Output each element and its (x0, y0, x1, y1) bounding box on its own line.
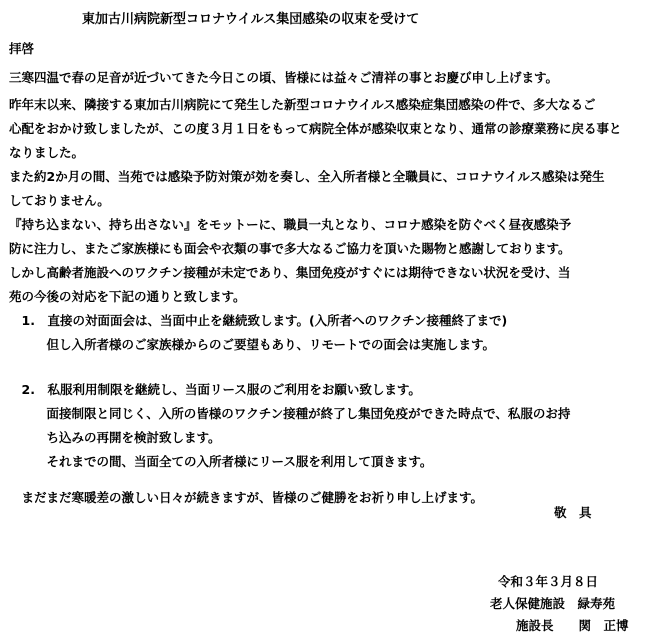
document-title: 東加古川病院新型コロナウイルス集団感染の収束を受けて (82, 12, 420, 27)
item-2-line-4: それまでの間、当面全ての入所者様にリース服を利用して頂きます。 (9, 454, 433, 469)
facility-name: 老人保健施設 緑寿苑 (490, 596, 616, 611)
body-line-4: なりました。 (9, 145, 85, 160)
item-2-line-3: ち込みの再開を検討致します。 (9, 430, 221, 445)
body-line-5: また約2か月の間、当苑では感染予防対策が効を奏し、全入所者様と全職員に、コロナウイルス感染は発生 (9, 169, 605, 184)
body-line-1: 三寒四温で春の足音が近づいてきた今日この頃、皆様には益々ご清祥の事とお慶び申し上げます。 (9, 70, 559, 85)
item-2-line-2: 面接制限と同じく、入所の皆様のワクチン接種が終了し集団免疫ができた時点で、私服のお持 (9, 406, 571, 421)
body-line-9: しかし高齢者施設へのワクチン接種が未定であり、集団免疫がすぐには期待できない状況を受け、当 (9, 265, 571, 280)
item-2-line-1: 2. 私服利用制限を継続し、当面リース服のご利用をお願い致します。 (9, 382, 421, 397)
closing-line: まだまだ寒暖差の激しい日々が続きますが、皆様のご健勝をお祈り申し上げます。 (9, 490, 484, 505)
signer-name: 施設長 関 正博 (516, 618, 629, 633)
item-1-line-1: 1. 直接の対面面会は、当面中止を継続致します。(入所者へのワクチン接種終了まで) (9, 313, 508, 328)
date: 令和３年３月８日 (498, 574, 599, 589)
body-line-10: 苑の今後の対応を下記の通りと致します。 (9, 289, 246, 304)
body-line-7: 『持ち込まない、持ち出さない』をモットーに、職員一丸となり、コロナ感染を防ぐべく昼夜感染予 (9, 217, 572, 232)
body-line-6: しておりません。 (9, 193, 110, 208)
body-line-8: 防に注力し、またご家族様にも面会や衣類の事で多大なるご協力を頂いた賜物と感謝しております。 (9, 241, 571, 256)
keigu: 敬 具 (554, 505, 592, 520)
item-1-line-2: 但し入所者様のご家族様からのご要望もあり、リモートでの面会は実施します。 (9, 337, 496, 352)
salutation: 拝啓 (9, 41, 35, 56)
body-line-3: 心配をおかけ致しましたが、この度３月１日をもって病院全体が感染収束となり、通常の診療業務に戻る事と (9, 121, 622, 136)
body-line-2: 昨年末以来、隣接する東加古川病院にて発生した新型コロナウイルス感染症集団感染の件で、多大なるご (9, 97, 596, 112)
